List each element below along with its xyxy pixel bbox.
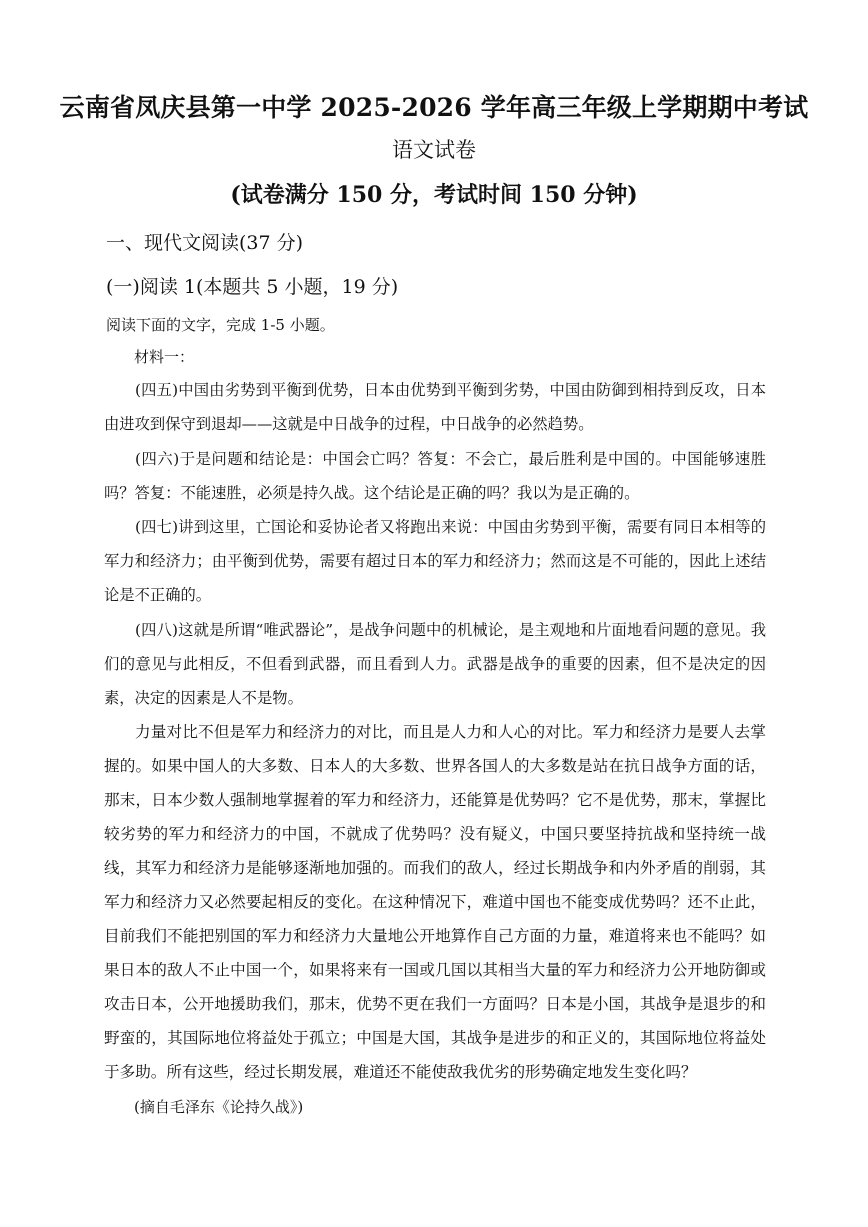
subsection-heading: (一)阅读 1(本题共 5 小题，19 分) [106, 276, 399, 298]
exam-title: 云南省凤庆县第一中学 2025-2026 学年高三年级上学期期中考试 [59, 93, 809, 122]
section-heading: 一、现代文阅读(37 分) [106, 232, 304, 254]
exam-subject: 语文试卷 [392, 138, 476, 162]
paragraph: (四六)于是问题和结论是：中国会亡吗？答复：不会亡，最后胜利是中国的。中国能够速胜吗？答复：不能速胜，必须是持久战。这个结论是正确的吗？我以为是正确的。 [104, 450, 766, 502]
source-citation: (摘自毛泽东《论持久战》) [134, 1098, 304, 1116]
instruction-text: 阅读下面的文字，完成 1-5 小题。 [106, 316, 335, 334]
exam-info: (试卷满分 150 分，考试时间 150 分钟) [230, 182, 638, 208]
paragraph: (四八)这就是所谓“唯武器论”，是战争问题中的机械论，是主观地和片面地看问题的意见。我们的意见与此相反，不但看到武器，而且看到人力。武器是战争的重要的因素，但不是决定的因素，决定的因素是人不是物。 [104, 621, 766, 707]
paragraph: 力量对比不但是军力和经济力的对比，而且是人力和人心的对比。军力和经济力是要人去掌握的。如果中国人的大多数、日本人的大多数、世界各国人的大多数是站在抗日战争方面的话，那末，日本少数人强制地掌握着的军力和经济力，还能算是优势吗？它不是优势，那末，掌握比较劣势的军力和经济力的中国，不就成了优势吗？没有疑义，中国只要坚持抗战和坚持统一战线，其军力和经济力是能够逐渐地加强的。而我们的敌人，经过长期战争和内外矛盾的削弱，其军力和经济力又必然要起相反的变化。在这种情况下，难道中国也不能变成优势吗？还不止此，目前我们不能把别国的军力和经济力大量地公开地算作自己方面的力量，难道将来也不能吗？如果日本的敌人不止中国一个，如果将来有一国或几国以其相当大量的军力和经济力公开地防御或攻击日本，公开地援助我们，那末，优势不更在我们一方面吗？日本是小国，其战争是退步的和野蛮的，其国际地位将益处于孤立；中国是大国，其战争是进步的和正义的，其国际地位将益处于多助。所有这些，经过长期发展，难道还不能使敌我优劣的形势确定地发生变化吗？ [104, 723, 766, 1081]
paragraph: (四五)中国由劣势到平衡到优势，日本由优势到平衡到劣势，中国由防御到相持到反攻，日本由进攻到保守到退却——这就是中日战争的过程，中日战争的必然趋势。 [104, 381, 766, 433]
paragraph: (四七)讲到这里，亡国论和妥协论者又将跑出来说：中国由劣势到平衡，需要有同日本相等的军力和经济力；由平衡到优势，需要有超过日本的军力和经济力；然而这是不可能的，因此上述结论是不正确的。 [104, 518, 766, 604]
material-label: 材料一： [134, 348, 195, 366]
